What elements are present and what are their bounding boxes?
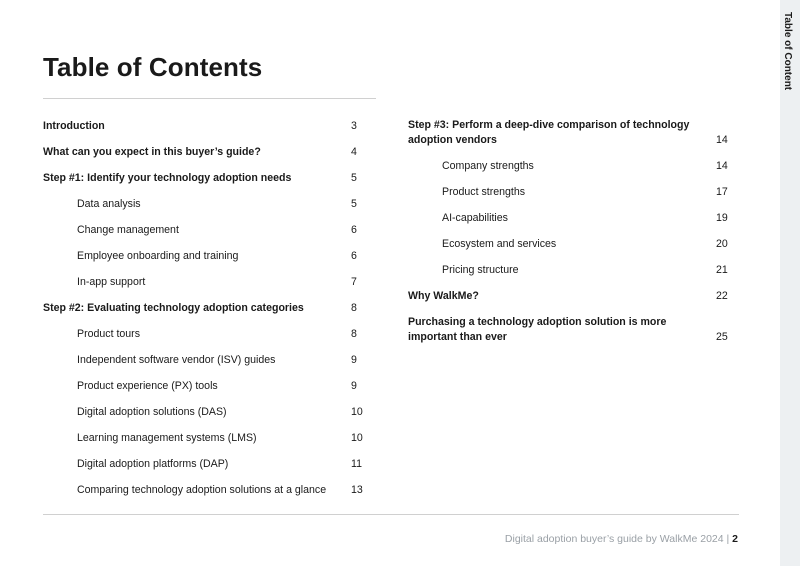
toc-entry-label: Employee onboarding and training (77, 250, 239, 262)
toc-entry-label: Ecosystem and services (442, 238, 557, 250)
toc-entry-label: In-app support (77, 276, 146, 288)
toc-entry-label: Product experience (PX) tools (77, 380, 218, 392)
toc-entry-page: 9 (351, 354, 357, 366)
footer-page-number: 2 (732, 533, 738, 545)
footer-text: Digital adoption buyer’s guide by WalkMe 2024 | (504, 533, 733, 545)
toc-entry-page: 11 (351, 458, 362, 470)
toc-entry-page: 6 (351, 250, 357, 262)
toc-entry-page: 20 (716, 238, 728, 250)
footer (505, 533, 738, 545)
page-title: Table of Contents (43, 52, 263, 82)
toc-entry-page: 5 (351, 172, 357, 184)
toc-entry-page: 25 (716, 331, 728, 343)
toc-entry-page: 7 (351, 276, 357, 288)
toc-entry-label: Comparing technology adoption solutions at a glance (77, 484, 327, 496)
toc-entry-label: Pricing structure (442, 264, 519, 276)
toc-entry-page: 17 (716, 186, 728, 198)
footer-divider (43, 514, 739, 515)
toc-entry-page: 14 (716, 160, 728, 172)
toc-entry-label: Purchasing a technology adoption solution is more important than ever (408, 316, 667, 343)
toc-entry-page: 3 (351, 120, 357, 132)
side-tab (780, 0, 800, 566)
toc-entry-label: Independent software vendor (ISV) guides (77, 354, 276, 366)
toc-entry-label: Product strengths (442, 186, 526, 198)
toc-entry-page: 8 (351, 302, 357, 314)
toc-entry-page: 9 (351, 380, 357, 392)
toc-entry-label: Digital adoption platforms (DAP) (77, 458, 229, 470)
toc-entry-page: 5 (351, 198, 357, 210)
toc-entry-page: 19 (716, 212, 728, 224)
toc-entry-label: Step #1: Identify your technology adoption needs (43, 172, 292, 184)
toc-entry-label: What can you expect in this buyer’s guide? (43, 146, 261, 158)
toc-entry-page: 10 (351, 432, 363, 444)
toc-entry-label: Digital adoption solutions (DAS) (77, 406, 227, 418)
toc-entry-label: Step #2: Evaluating technology adoption categories (43, 302, 304, 314)
toc-entry-label: Why WalkMe? (408, 290, 479, 302)
toc-entry-label: Step #3: Perform a deep-dive comparison of technology adoption vendors (408, 119, 690, 146)
side-tab-label: Table of Content (782, 12, 793, 91)
toc-entry-page: 10 (351, 406, 363, 418)
toc-entry-page: 6 (351, 224, 357, 236)
toc-entry-page: 21 (716, 264, 728, 276)
toc-entry-label: Data analysis (77, 198, 141, 210)
toc-entry-label: Change management (77, 224, 179, 236)
toc-entry-page: 13 (351, 484, 363, 496)
toc-entry-label: Company strengths (442, 160, 534, 172)
title-divider (43, 98, 376, 99)
toc-entry-label: AI-capabilities (442, 212, 508, 224)
toc-entry-label: Introduction (43, 120, 105, 132)
toc-entry-page: 14 (716, 134, 728, 146)
toc-entry-label: Learning management systems (LMS) (77, 432, 257, 444)
toc-entry-page: 4 (351, 146, 357, 158)
toc-entry-page: 22 (716, 290, 728, 302)
toc-entry-page: 8 (351, 328, 357, 340)
toc-entry-label: Product tours (77, 328, 141, 340)
